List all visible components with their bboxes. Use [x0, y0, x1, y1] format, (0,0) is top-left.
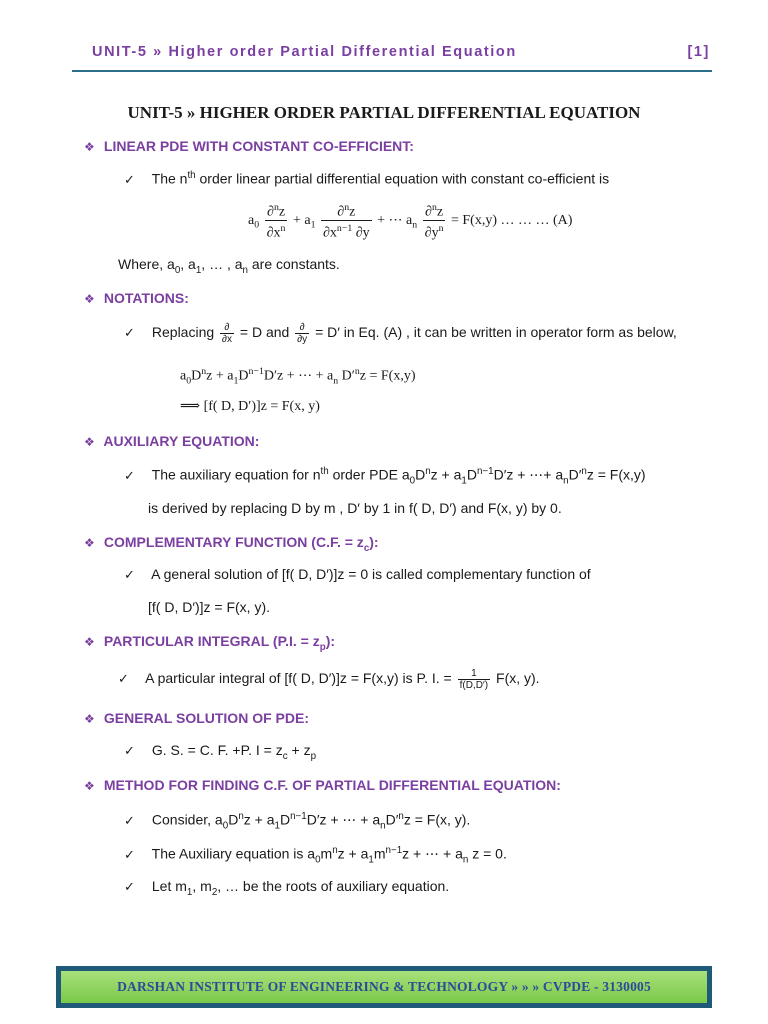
section-heading: COMPLEMENTARY FUNCTION (C.F. = z [103, 534, 364, 550]
pi-line: ✓ A particular integral of [f( D, D′)]z = F(x,y) is P. I. = $\frac{1}{f(D,D')}$ F(x, y). [118, 668, 540, 691]
diamond-bullet-icon: ❖ [84, 536, 95, 550]
checkmark-icon: ✓ [124, 743, 135, 758]
operator-implies: ⟹ [f( D, D′)]z = F(x, y) [180, 399, 320, 414]
cf-line-2: [f( D, D′)]z = F(x, y). [148, 599, 271, 615]
checkmark-icon: ✓ [124, 325, 135, 341]
checkmark-icon: ✓ [124, 879, 135, 894]
cf-line-1: ✓ A general solution of [f( D, D′)]z = 0 is called complementary function of [124, 566, 591, 582]
checkmark-icon: ✓ [124, 171, 135, 187]
linear-intro: ✓ The $n^{th}$ order linear partial differential equation with constant co-efficient is [124, 170, 610, 187]
section-method [84, 777, 561, 793]
section-heading: PARTICULAR INTEGRAL (P.I. = z [103, 633, 320, 649]
checkmark-icon: ✓ [118, 671, 129, 687]
operator-equation: $a_0D^nz + a_1D^{n-1}D'z$ + ⋯ + $a_n$ $D'^nz = F(x,y)$ [180, 366, 416, 387]
section-general [84, 710, 309, 726]
page-header [72, 40, 712, 72]
section-particular: ❖ PARTICULAR INTEGRAL (P.I. = $z_p$): [84, 633, 336, 653]
page-title: UNIT-5 » HIGHER ORDER PARTIAL DIFFERENTIAL EQUATION [127, 103, 641, 122]
method-auxiliary: ✓ The Auxiliary equation is $a_0m^nz + a_1m^{n-1}z$ + ⋯ + $a_n$ z = 0. [124, 845, 507, 866]
checkmark-icon: ✓ [124, 846, 135, 862]
diamond-bullet-icon: ❖ [84, 292, 95, 306]
method-roots: ✓ Let $m_1$, $m_2$, … be the roots of auxiliary equation. [124, 878, 450, 898]
footer-text: DARSHAN INSTITUTE OF ENGINEERING & TECHNOLOGY » » » CVPDE - 3130005 [61, 971, 707, 1003]
gs-line: ✓ G. S. = C. F. +P. $I = z_c + z_p$ [124, 742, 317, 762]
section-notations [84, 290, 189, 306]
section-heading: GENERAL SOLUTION OF PDE: [103, 710, 309, 726]
equation-a: $a_0$ $\frac{\partial^nz}{\partial x^n}$ + $a_1$ $\frac{\partial^nz}{\partial x^{n-1} \partial y}$ + ⋯ $a_n$ $\frac{\partial^nz}{\partial y^n}$ = F(x,y) … … … (A) [248, 202, 573, 241]
diamond-bullet-icon: ❖ [84, 712, 95, 726]
section-complementary: ❖ COMPLEMENTARY FUNCTION (C.F. = $z_c$): [84, 534, 379, 554]
method-consider: ✓ Consider, $a_0D^nz + a_1D^{n-1}D'z$ + ⋯ + $a_nD'^nz = F(x$, y). [124, 811, 471, 832]
auxiliary-line-2: is derived by replacing D by m , D′ by 1 in f( D, D′) and F(x, y) by 0. [148, 500, 562, 516]
notation-replacing: ✓ Replacing $\frac{\partial}{\partial x}$ = D and $\frac{\partial}{\partial y}$ = D′ in Eq. (A) , it can be written in operator form as below, [124, 322, 677, 345]
diamond-bullet-icon: ❖ [84, 779, 95, 793]
checkmark-icon: ✓ [124, 467, 135, 483]
diamond-bullet-icon: ❖ [84, 140, 95, 154]
section-auxiliary [84, 433, 259, 449]
section-heading: LINEAR PDE WITH CONSTANT CO-EFFICIENT: [103, 138, 414, 154]
section-linear-pde [84, 138, 414, 154]
where-constants: Where, $a_0$, $a_1$, … , $a_n$ are constants. [118, 256, 340, 276]
auxiliary-line-1: ✓ The auxiliary equation for $n^{th}$ order PDE $a_0D^nz + a_1D^{n-1}D'z$ + ⋯+ $a_nD'^nz = F(x,y)$ [124, 466, 646, 487]
checkmark-icon: ✓ [124, 567, 135, 582]
diamond-bullet-icon: ❖ [84, 635, 95, 649]
header-page-number: [1] [687, 44, 710, 60]
page-footer [56, 966, 712, 1008]
header-unit-title: UNIT-5 » Higher order Partial Differential Equation [92, 44, 517, 60]
section-heading: NOTATIONS: [103, 290, 189, 306]
checkmark-icon: ✓ [124, 812, 135, 828]
section-heading: AUXILIARY EQUATION: [103, 433, 260, 449]
diamond-bullet-icon: ❖ [84, 435, 95, 449]
section-heading: METHOD FOR FINDING C.F. OF PARTIAL DIFFERENTIAL EQUATION: [103, 777, 561, 793]
